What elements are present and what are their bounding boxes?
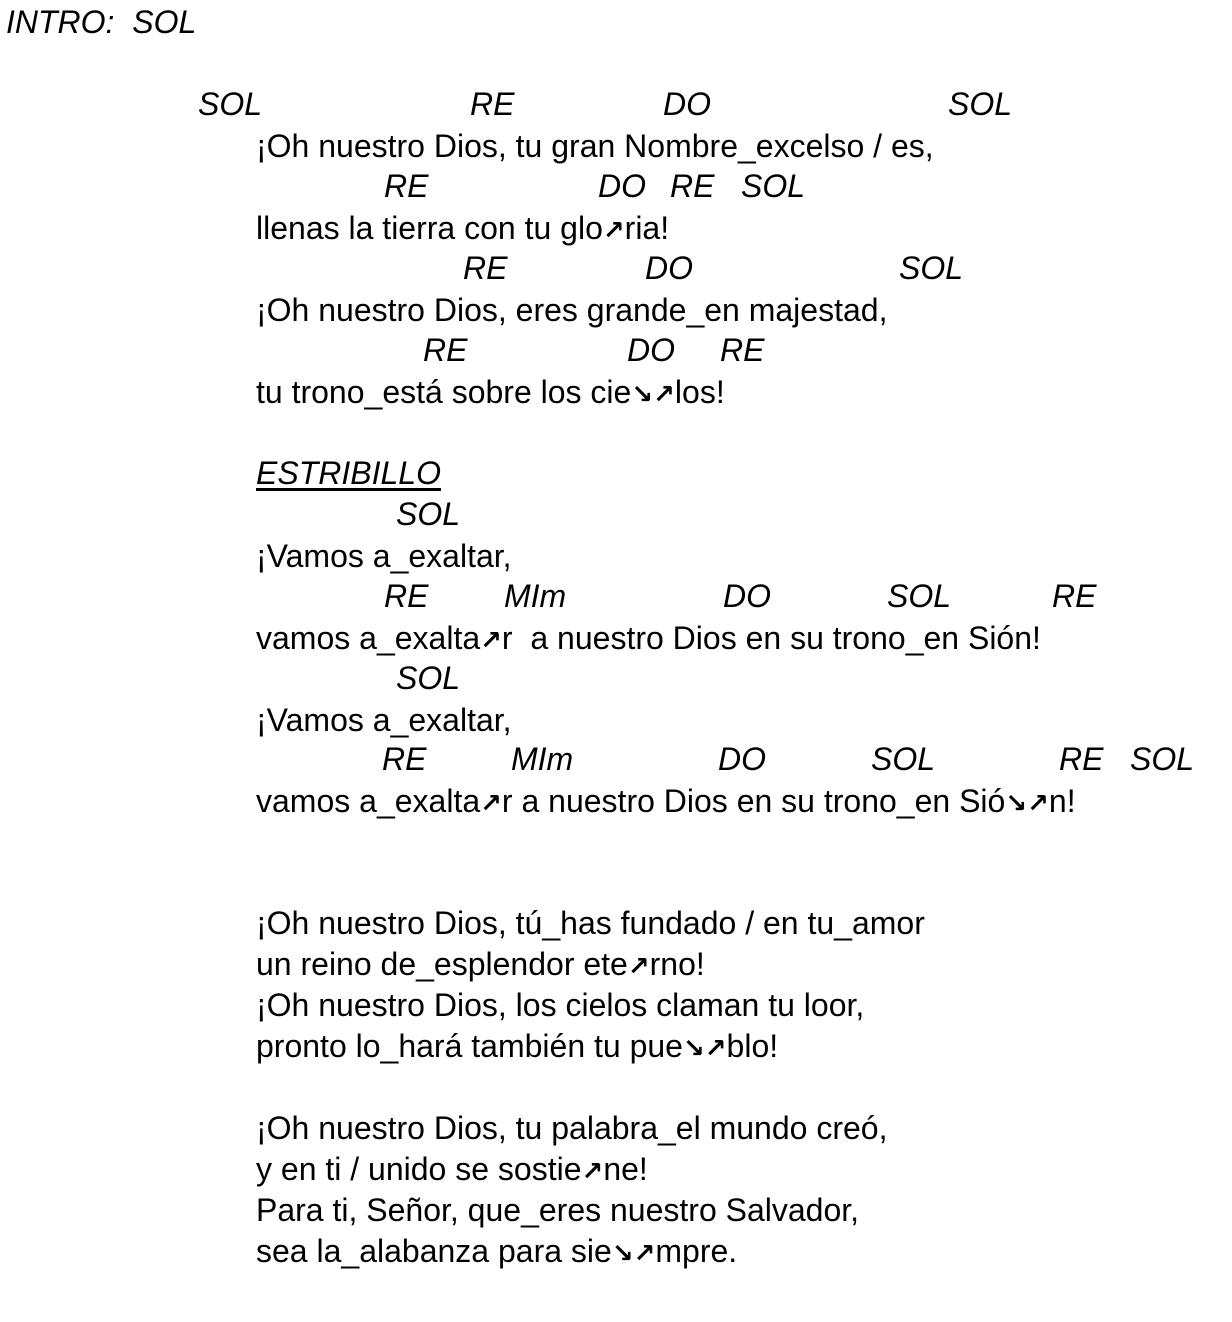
syllable-arrow-icon: ↗	[627, 952, 650, 982]
chord: RE	[382, 741, 427, 777]
chord: SOL	[396, 660, 461, 696]
lyric-line: llenas la tierra con tu glo↗ria!	[256, 210, 670, 246]
lyric-line: ¡Oh nuestro Dios, tu gran Nombre_excelso / es,	[256, 128, 934, 164]
chord: RE	[423, 332, 468, 368]
syllable-arrow-icon: ↘↗	[631, 380, 675, 410]
lyric-line: y en ti / unido se sostie↗ne!	[256, 1151, 648, 1187]
chord: SOL	[948, 86, 1013, 122]
intro-label: INTRO: SOL	[6, 4, 197, 40]
chord: DO	[598, 168, 646, 204]
lyric-line: ¡Vamos a_exaltar,	[256, 538, 512, 574]
chord: SOL	[887, 578, 952, 614]
chord: SOL	[198, 86, 263, 122]
chord: SOL	[899, 250, 964, 286]
lyric-line: ¡Oh nuestro Dios, tu palabra_el mundo creó,	[256, 1110, 888, 1146]
lyric-line: Para ti, Señor, que_eres nuestro Salvador,	[256, 1192, 860, 1228]
chord: RE	[470, 86, 515, 122]
lyric-line: vamos a_exalta↗r a nuestro Dios en su trono_en Sió↘↗n!	[256, 783, 1076, 819]
syllable-arrow-icon: ↗	[581, 1157, 604, 1187]
lyric-line: pronto lo_hará también tu pue↘↗blo!	[256, 1028, 779, 1064]
chord: DO	[627, 332, 675, 368]
refrain-title: ESTRIBILLO	[256, 455, 441, 491]
lyric-line: un reino de_esplendor ete↗rno!	[256, 946, 705, 982]
chord: RE	[463, 250, 508, 286]
lyric-line: tu trono_está sobre los cie↘↗los!	[256, 374, 725, 410]
lyric-line: vamos a_exalta↗r a nuestro Dios en su trono_en Sión!	[256, 620, 1041, 656]
chord: MIm	[511, 741, 574, 777]
syllable-arrow-icon: ↗	[602, 216, 625, 246]
chord: DO	[663, 86, 711, 122]
chord: SOL	[871, 741, 936, 777]
lyric-line: ¡Oh nuestro Dios, los cielos claman tu loor,	[256, 987, 865, 1023]
chord: SOL	[396, 496, 461, 532]
syllable-arrow-icon: ↘↗	[1005, 789, 1049, 819]
chord: RE	[384, 578, 429, 614]
syllable-arrow-icon: ↗	[480, 789, 502, 819]
lyric-line: sea la_alabanza para sie↘↗mpre.	[256, 1233, 738, 1269]
chord: SOL	[741, 168, 806, 204]
syllable-arrow-icon: ↘↗	[682, 1034, 727, 1064]
chord: RE	[1059, 741, 1104, 777]
chord: DO	[645, 250, 693, 286]
chord: SOL	[1130, 741, 1195, 777]
chord: RE	[1052, 578, 1097, 614]
chord: MIm	[504, 578, 567, 614]
syllable-arrow-icon: ↗	[480, 626, 502, 656]
chord: RE	[720, 332, 765, 368]
lyric-line: ¡Oh nuestro Dios, eres grande_en majestad,	[256, 292, 888, 328]
chord: RE	[384, 168, 429, 204]
chord: DO	[723, 578, 771, 614]
lyric-line: ¡Oh nuestro Dios, tú_has fundado / en tu_amor	[256, 905, 925, 941]
syllable-arrow-icon: ↘↗	[611, 1239, 656, 1269]
chord: DO	[718, 741, 766, 777]
lyric-line: ¡Vamos a_exaltar,	[256, 702, 512, 738]
chord: RE	[670, 168, 715, 204]
